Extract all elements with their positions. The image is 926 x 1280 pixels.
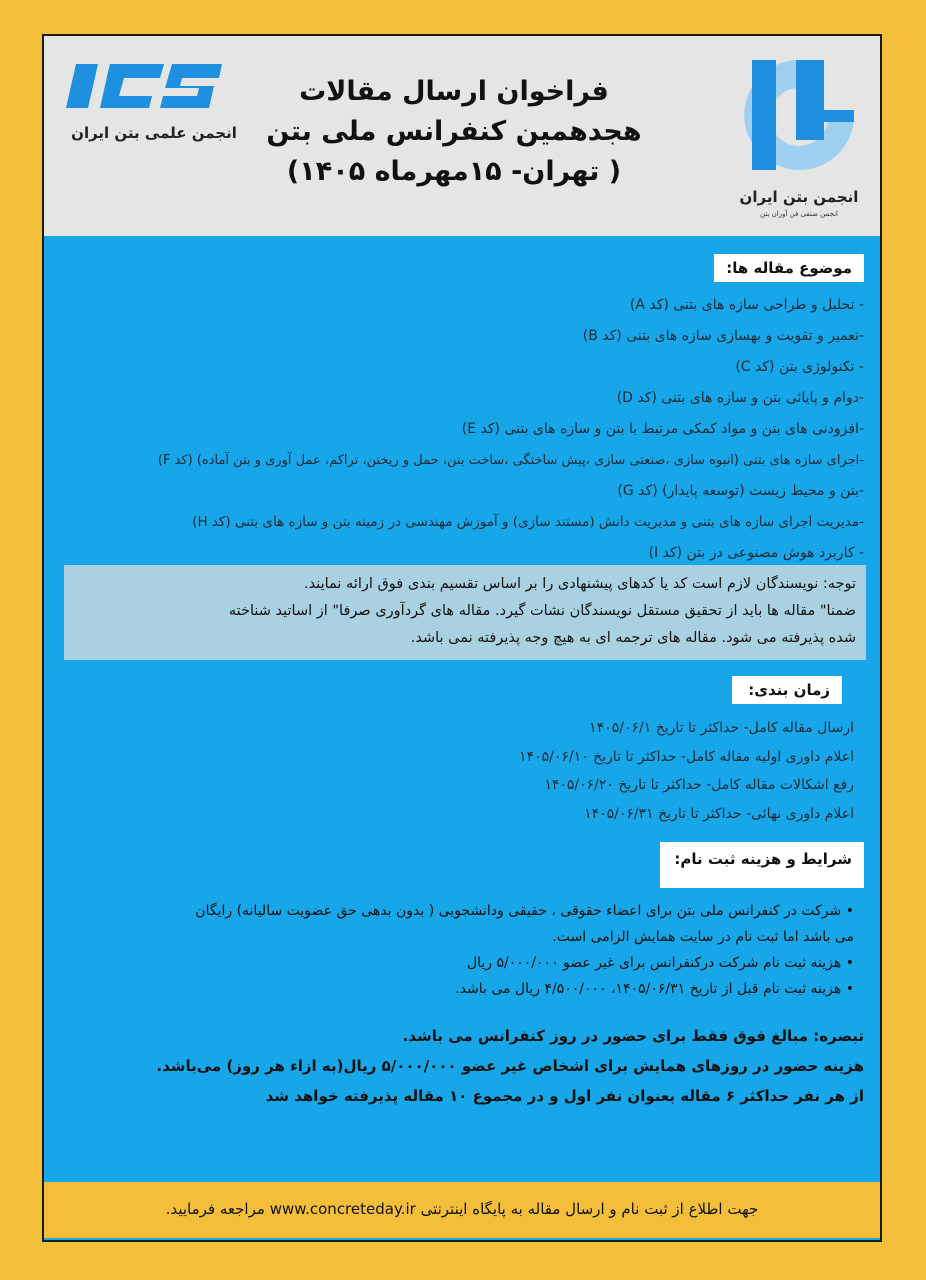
topic-item: -اجرای سازه های بتنی (انبوه سازی ،صنعتی سازی ،پیش ساختگی ،ساخت بتن، حمل و ریختن، تراکم، عمل آوری و بتن آماده) (کد F) [157, 453, 864, 468]
topic-item: -دوام و پایائی بتن و سازه های بتنی (کد D) [616, 390, 864, 406]
logo-right-caption: انجمن بتن ایران [739, 188, 859, 206]
header [44, 36, 880, 236]
condition-line: می باشد اما ثبت نام در سایت همایش الزامی است. [552, 929, 854, 945]
concrete-association-logo-icon [734, 50, 864, 180]
topics-list [64, 290, 864, 569]
note-box [64, 565, 866, 660]
title-block [244, 72, 664, 192]
title-line-3: ( تهران- ۱۵مهرماه ۱۴۰۵) [286, 156, 622, 187]
topic-item: - تکنولوژی بتن (کد C) [735, 359, 864, 375]
top-yellow-band [0, 0, 926, 34]
schedule-heading: زمان بندی: [732, 676, 842, 704]
schedule-item: اعلام داوری نهائی- حداکثر تا تاریخ ۱۴۰۵/۰۶/۳۱ [584, 805, 854, 822]
note-line: ضمنا" مقاله ها باید از تحقیق مستقل نویسندگان نشات گیرد. مقاله های گردآوری صرفا" از اساتید شناخته [228, 603, 856, 619]
topic-item: -افزودنی های بتن و مواد کمکی مرتبط با بتن و سازه های بتنی (کد E) [461, 421, 864, 437]
topic-item: - کاربرد هوش مصنوعی در بتن (کد I) [648, 545, 864, 561]
remark-line: تبصره: مبالغ فوق فقط برای حضور در روز کنفرانس می باشد. [402, 1027, 864, 1045]
ics-logo [64, 58, 244, 142]
title-line-1: فراخوان ارسال مقالات [299, 76, 609, 107]
topic-item: -بتن و محیط زیست (توسعه پایدار) (کد G) [617, 483, 864, 499]
schedule-item: ارسال مقاله کامل- حداکثر تا تاریخ ۱۴۰۵/۰۶/۱ [589, 720, 854, 736]
topics-heading: موضوع مقاله ها: [714, 254, 864, 282]
remarks-block [64, 1021, 864, 1111]
conditions-heading: شرایط و هزینه ثبت نام: [660, 842, 864, 888]
condition-line: • هزینه ثبت نام قبل از تاریخ ۱۴۰۵/۰۶/۳۱، ۴/۵۰۰/۰۰۰ ریال می باشد. [455, 981, 854, 997]
ics-logo-icon [64, 58, 224, 114]
topic-item: -مدیریت اجرای سازه های بتنی و مدیریت دانش (مستند سازی) و آموزش مهندسی در زمینه بتن و سازه های بتنی (کد H) [192, 514, 864, 530]
remark-line: هزینه حضور در روزهای همایش برای اشخاص غیر عضو ۵/۰۰۰/۰۰۰ ریال(به ازاء هر روز) می‌باشد. [156, 1057, 864, 1075]
poster-frame [42, 34, 882, 1242]
topic-item: -تعمیر و تقویت و بهسازی سازه های بتنی (کد B) [582, 328, 864, 344]
topic-item: - تحلیل و طراحی سازه های بتنی (کد A) [629, 297, 864, 313]
condition-line: • شرکت در کنفرانس ملی بتن برای اعضاء حقوقی ، حقیقی ودانشجویی ( بدون بدهی حق عضویت سالیانه) رایگان [195, 903, 854, 919]
schedule-item: رفع اشکالات مقاله کامل- حداکثر تا تاریخ ۱۴۰۵/۰۶/۲۰ [544, 777, 854, 793]
footer-text: جهت اطلاع از ثبت نام و ارسال مقاله به پایگاه اینترنتی www.concreteday.ir مراجعه فرمایید. [165, 1200, 759, 1218]
schedule-item: اعلام داوری اولیه مقاله کامل- حداکثر تا تاریخ ۱۴۰۵/۰۶/۱۰ [519, 748, 854, 765]
note-line: شده پذیرفته می شود. مقاله های ترجمه ای به هیچ وجه پذیرفته نمی باشد. [410, 630, 856, 646]
condition-line: • هزینه ثبت نام شرکت درکنفرانس برای غیر عضو ۵/۰۰۰/۰۰۰ ریال [466, 955, 854, 971]
note-line: توجه: نویسندگان لازم است کد یا کدهای پیشنهادی را بر اساس تقسیم بندی فوق ارائه نمایند. [303, 576, 856, 592]
remark-line: از هر نفر حداکثر ۶ مقاله بعنوان نفر اول و در مجموع ۱۰ مقاله پذیرفته خواهد شد [265, 1087, 864, 1105]
logo-left-caption: انجمن علمی بتن ایران [71, 124, 237, 142]
logo-right-subcaption: انجمن صنفی فن آوران بتن [760, 210, 838, 218]
schedule-list [64, 714, 854, 828]
title-line-2: هجدهمین کنفرانس ملی بتن [266, 116, 642, 147]
conditions-list [64, 898, 854, 1002]
concrete-association-logo [734, 50, 864, 218]
